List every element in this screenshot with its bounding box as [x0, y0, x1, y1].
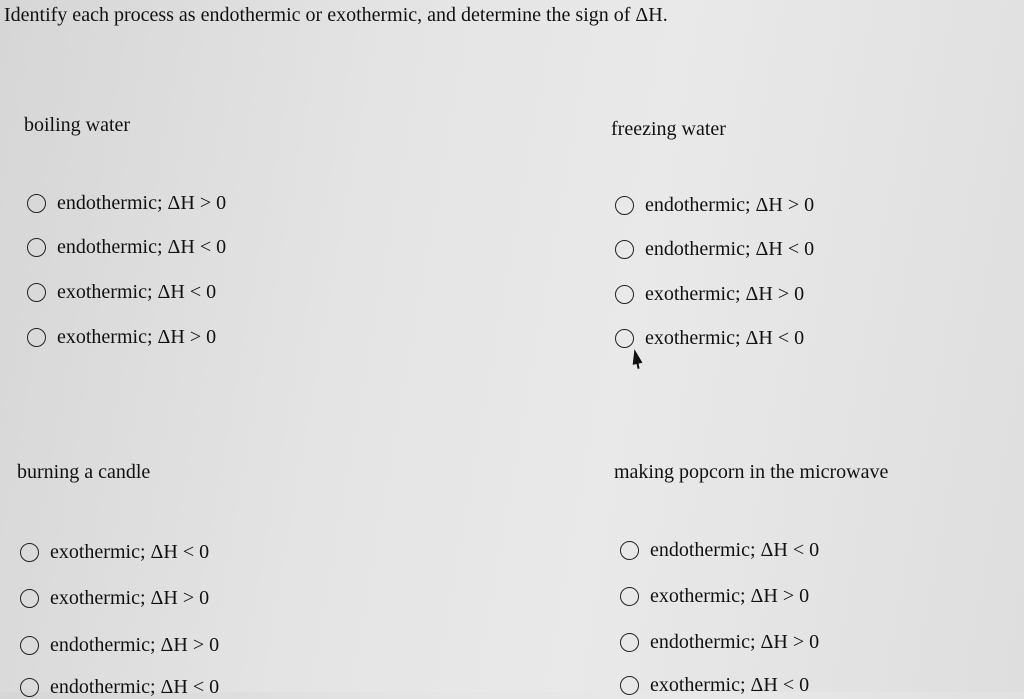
- question-prompt: Identify each process as endothermic or exothermic, and determine the sign of ΔH.: [4, 4, 668, 26]
- option-label: endothermic; ΔH < 0: [57, 236, 227, 258]
- radio-unselected-icon[interactable]: [620, 587, 639, 606]
- radio-unselected-icon[interactable]: [615, 240, 634, 259]
- option-boiling-water-3[interactable]: [27, 281, 216, 304]
- option-label: exothermic; ΔH > 0: [57, 326, 217, 348]
- radio-unselected-icon[interactable]: [615, 196, 634, 215]
- option-freezing-water-1[interactable]: [615, 194, 814, 217]
- option-label: exothermic; ΔH < 0: [650, 674, 810, 696]
- radio-unselected-icon[interactable]: [27, 194, 46, 213]
- option-label: exothermic; ΔH > 0: [650, 585, 810, 607]
- radio-unselected-icon[interactable]: [620, 541, 639, 560]
- option-boiling-water-1[interactable]: [27, 192, 226, 215]
- option-making-popcorn-2[interactable]: [620, 585, 809, 608]
- option-burning-a-candle-4[interactable]: [20, 676, 219, 699]
- option-burning-a-candle-1[interactable]: [20, 541, 209, 564]
- option-making-popcorn-3[interactable]: [620, 631, 819, 654]
- option-label: endothermic; ΔH > 0: [650, 631, 820, 653]
- option-label: endothermic; ΔH < 0: [50, 676, 220, 698]
- option-label: exothermic; ΔH > 0: [50, 587, 210, 609]
- radio-unselected-icon[interactable]: [615, 329, 634, 348]
- radio-unselected-icon[interactable]: [27, 328, 46, 347]
- option-freezing-water-3[interactable]: [615, 283, 804, 306]
- option-label: exothermic; ΔH < 0: [645, 327, 805, 349]
- radio-unselected-icon[interactable]: [620, 676, 639, 695]
- radio-unselected-icon[interactable]: [27, 238, 46, 257]
- option-label: exothermic; ΔH < 0: [50, 541, 210, 563]
- radio-unselected-icon[interactable]: [20, 543, 39, 562]
- option-freezing-water-2[interactable]: [615, 238, 814, 261]
- option-label: endothermic; ΔH < 0: [645, 238, 815, 260]
- radio-unselected-icon[interactable]: [20, 636, 39, 655]
- option-label: endothermic; ΔH > 0: [50, 634, 220, 656]
- radio-unselected-icon[interactable]: [27, 283, 46, 302]
- radio-unselected-icon[interactable]: [20, 589, 39, 608]
- option-burning-a-candle-3[interactable]: [20, 634, 219, 657]
- option-boiling-water-2[interactable]: [27, 236, 226, 259]
- option-making-popcorn-4[interactable]: [620, 674, 809, 697]
- question-label-burning-a-candle: burning a candle: [17, 461, 151, 483]
- option-label: endothermic; ΔH > 0: [57, 192, 227, 214]
- option-freezing-water-4[interactable]: [615, 327, 804, 350]
- radio-unselected-icon[interactable]: [615, 285, 634, 304]
- option-label: exothermic; ΔH < 0: [57, 281, 217, 303]
- option-burning-a-candle-2[interactable]: [20, 587, 209, 610]
- option-boiling-water-4[interactable]: [27, 326, 216, 349]
- option-label: exothermic; ΔH > 0: [645, 283, 805, 305]
- option-making-popcorn-1[interactable]: [620, 539, 819, 562]
- question-label-making-popcorn: making popcorn in the microwave: [614, 461, 889, 483]
- option-label: endothermic; ΔH > 0: [645, 194, 815, 216]
- radio-unselected-icon[interactable]: [620, 633, 639, 652]
- radio-unselected-icon[interactable]: [20, 678, 39, 697]
- mouse-pointer-icon: [630, 348, 643, 365]
- question-label-boiling-water: boiling water: [24, 114, 131, 136]
- option-label: endothermic; ΔH < 0: [650, 539, 820, 561]
- question-label-freezing-water: freezing water: [611, 118, 726, 140]
